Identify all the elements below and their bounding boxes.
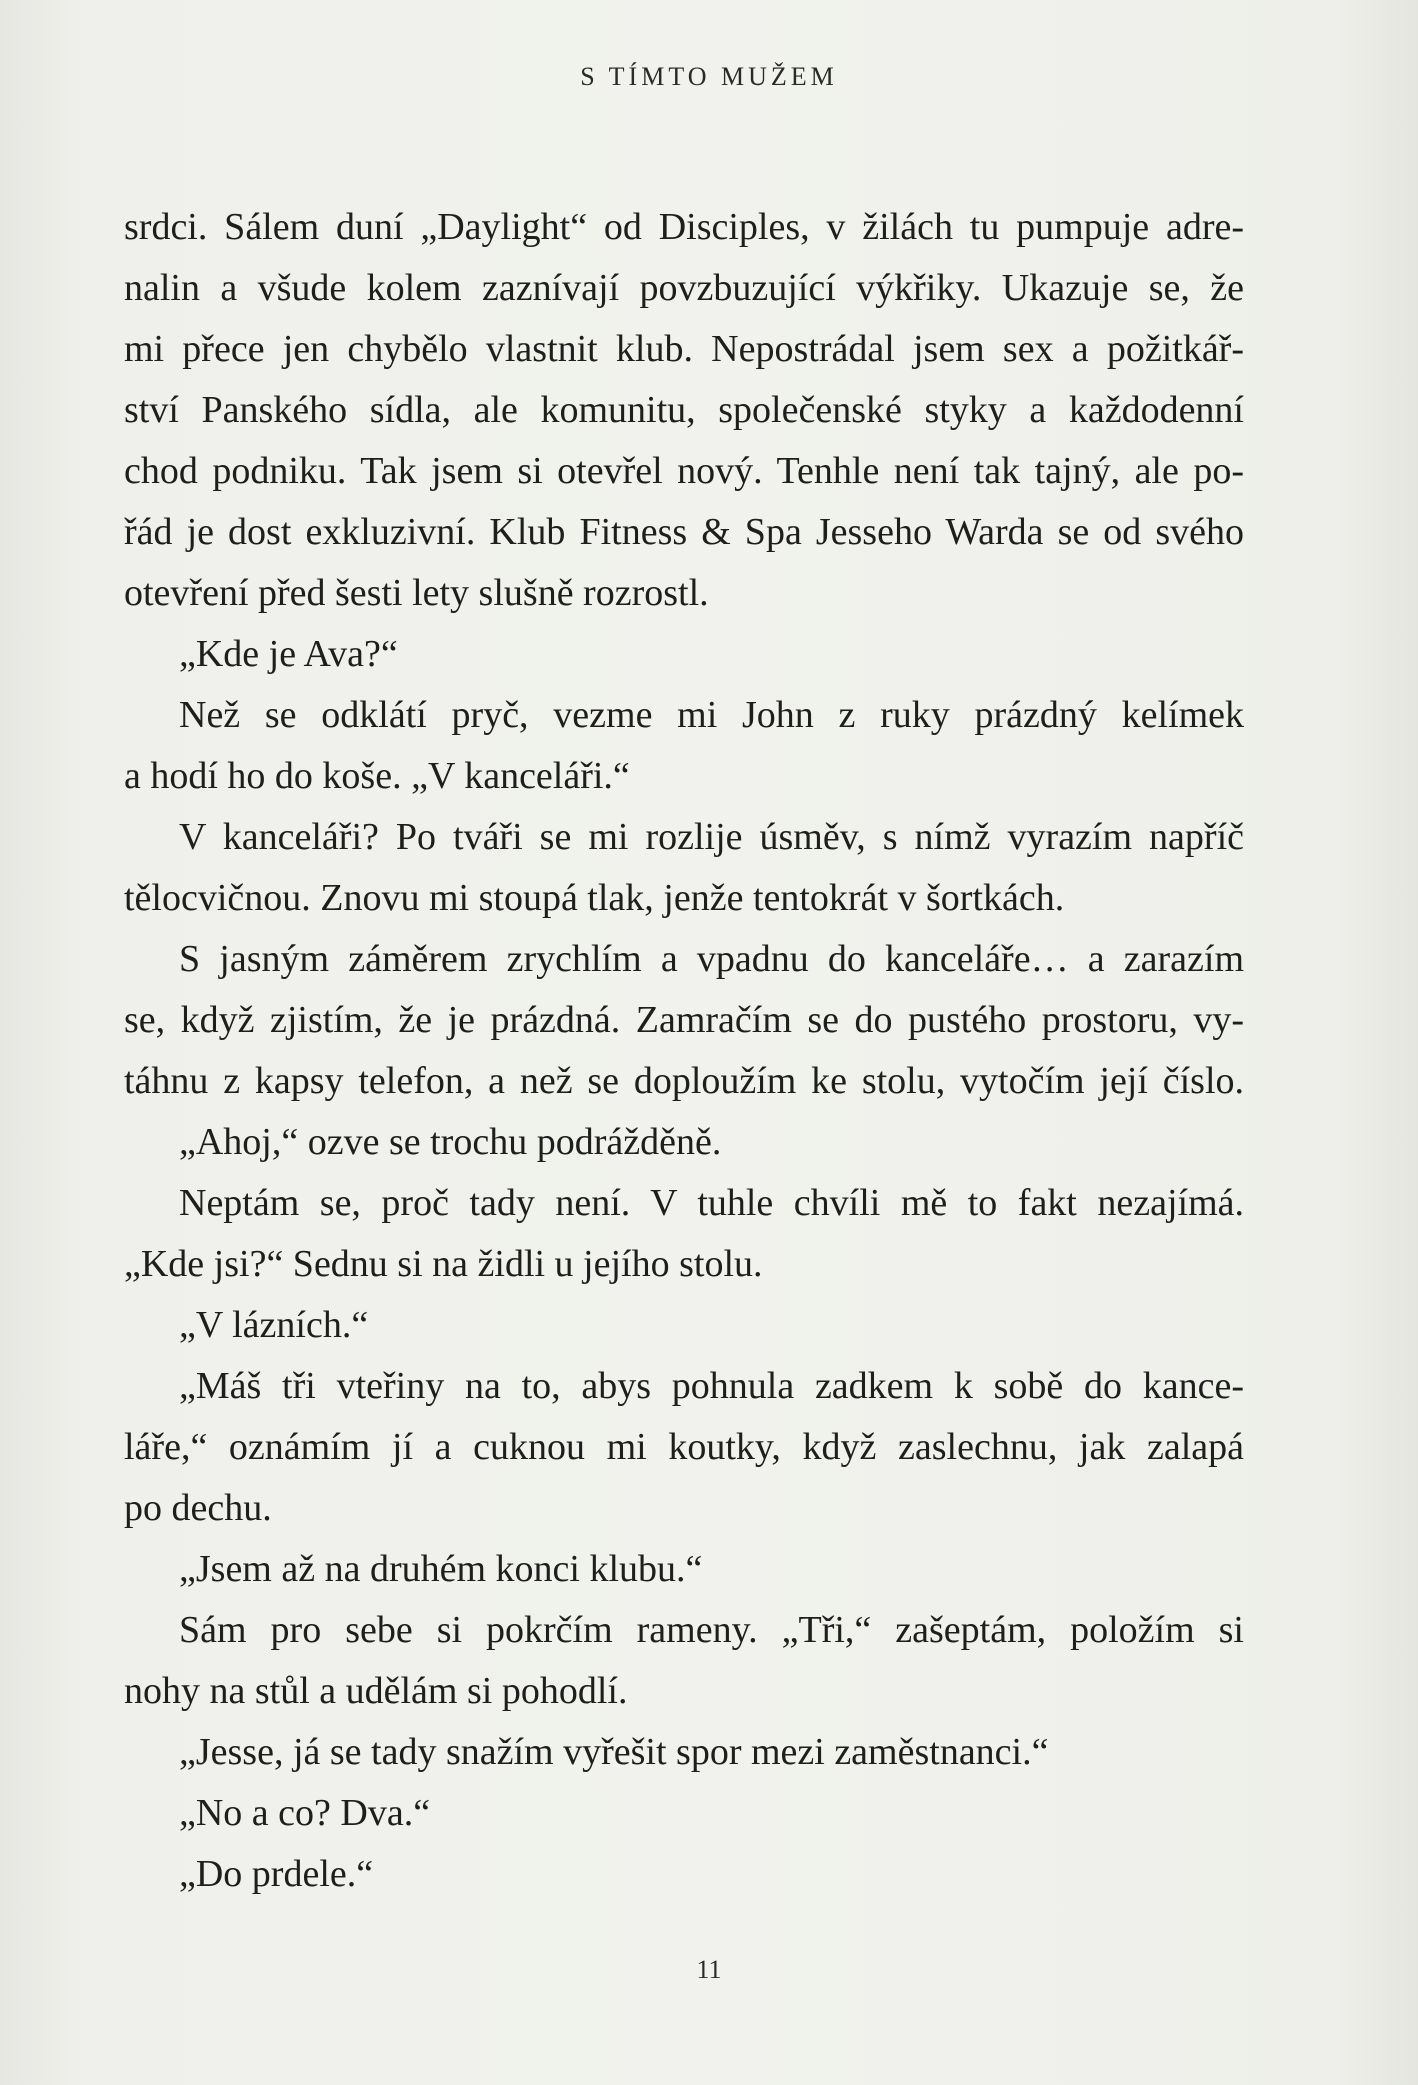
text-line: řád je dost exkluzivní. Klub Fitness & Spa Jesseho Warda se od svého (124, 511, 1244, 553)
body-text (124, 197, 1244, 1905)
text-line: S jasným záměrem zrychlím a vpadnu do kanceláře… a zarazím (179, 938, 1244, 980)
text-line: nohy na stůl a udělám si pohodlí. (124, 1670, 628, 1712)
text-line: „No a co? Dva.“ (179, 1792, 431, 1834)
text-line: srdci. Sálem duní „Daylight“ od Disciples, v žilách tu pumpuje adre- (124, 206, 1244, 248)
text-line: „Máš tři vteřiny na to, abys pohnula zadkem k sobě do kance- (179, 1365, 1244, 1407)
text-line: a hodí ho do koše. „V kanceláři.“ (124, 755, 630, 797)
text-line: táhnu z kapsy telefon, a než se doploužím ke stolu, vytočím její číslo. (124, 1060, 1244, 1102)
text-line: „Kde jsi?“ Sednu si na židli u jejího stolu. (124, 1243, 763, 1285)
text-line: „Jsem až na druhém konci klubu.“ (179, 1548, 703, 1590)
text-line: ství Panského sídla, ale komunitu, společenské styky a každodenní (124, 389, 1244, 431)
text-line: nalin a všude kolem zaznívají povzbuzující výkřiky. Ukazuje se, že (124, 267, 1244, 309)
text-line: V kanceláři? Po tváři se mi rozlije úsměv, s nímž vyrazím napříč (179, 816, 1244, 858)
text-line: se, když zjistím, že je prázdná. Zamračím se do pustého prostoru, vy- (124, 999, 1244, 1041)
text-line: „Kde je Ava?“ (179, 633, 398, 675)
text-line: po dechu. (124, 1487, 272, 1529)
text-line: Sám pro sebe si pokrčím rameny. „Tři,“ zašeptám, položím si (179, 1609, 1244, 1651)
text-line: tělocvičnou. Znovu mi stoupá tlak, jenže tentokrát v šortkách. (124, 877, 1065, 919)
text-line: mi přece jen chybělo vlastnit klub. Nepostrádal jsem sex a požitkář- (124, 328, 1244, 370)
running-header: S TÍMTO MUŽEM (580, 62, 838, 91)
text-line: „Jesse, já se tady snažím vyřešit spor mezi zaměstnanci.“ (179, 1731, 1049, 1773)
text-line: Než se odklátí pryč, vezme mi John z ruky prázdný kelímek (179, 694, 1244, 736)
text-line: otevření před šesti lety slušně rozrostl. (124, 572, 709, 614)
text-line: láře,“ oznámím jí a cuknou mi koutky, když zaslechnu, jak zalapá (124, 1426, 1244, 1468)
text-line: Neptám se, proč tady není. V tuhle chvíli mě to fakt nezajímá. (179, 1182, 1244, 1224)
text-line: „Do prdele.“ (179, 1853, 374, 1895)
text-line: chod podniku. Tak jsem si otevřel nový. Tenhle není tak tajný, ale po- (124, 450, 1244, 492)
text-line: „V lázních.“ (179, 1304, 369, 1346)
text-line: „Ahoj,“ ozve se trochu podrážděně. (179, 1121, 722, 1163)
page-number: 11 (696, 1955, 722, 1984)
